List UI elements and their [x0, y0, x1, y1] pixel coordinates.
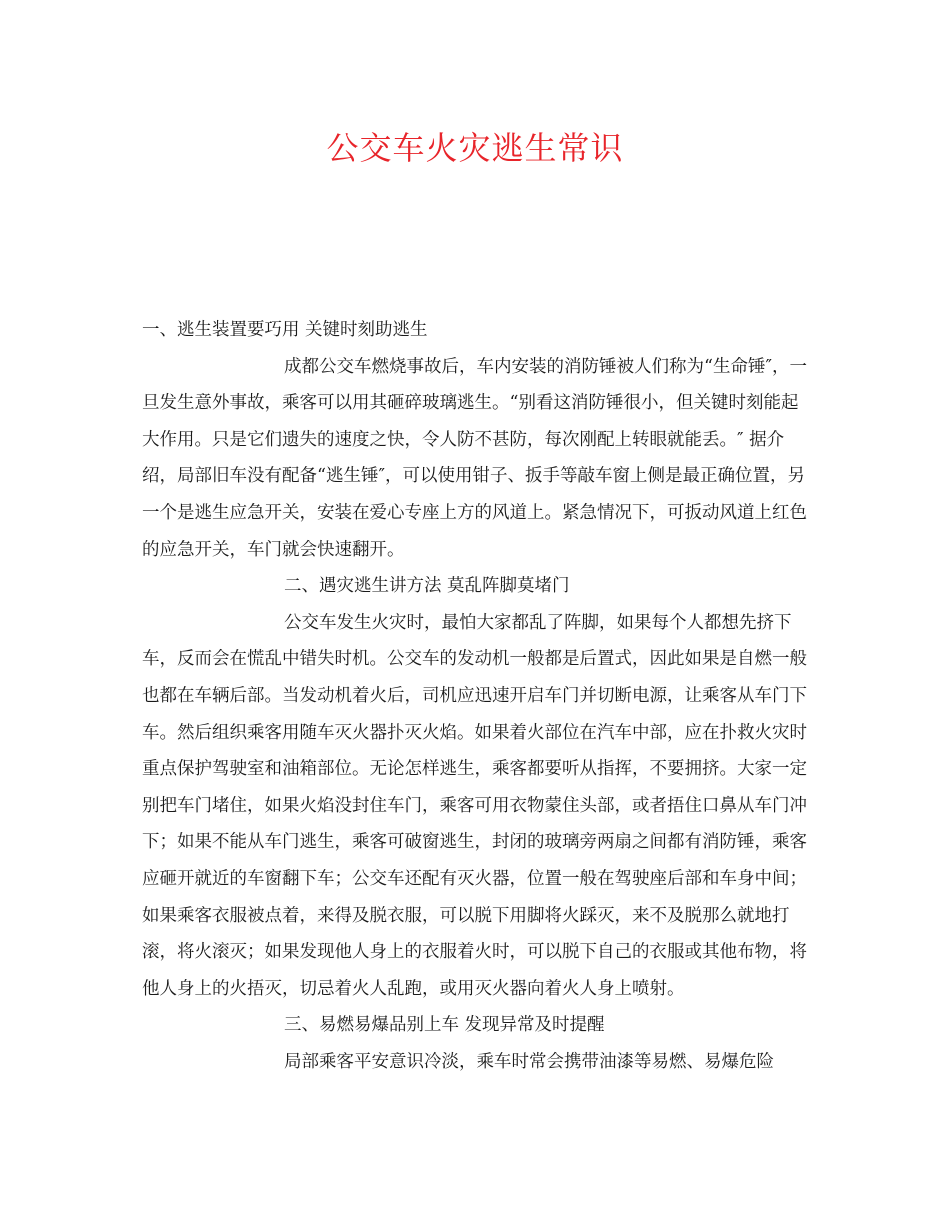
section-paragraph-1: 成都公交车燃烧事故后，车内安装的消防锤被人们称为“生命锤″，一旦发生意外事故，乘客可以用其砸碎玻璃逃生。“别看这消防锤很小，但关键时刻能起大作用。只是它们遗失的速度之快，令人防不甚防，每次刚配上转眼就能丢。″ 据介绍，局部旧车没有配备“逃生锤″，可以使用钳子、扳手等敲车窗上侧是最正确位置，另一个是逃生应急开关，安装在爱心专座上方的风道上。紧急情况下，可扳动风道上红色的应急开关，车门就会快速翻开。 — [142, 356, 807, 560]
document-title: 公交车火灾逃生常识 — [326, 129, 624, 167]
section-heading-2: 二、遇灾逃生讲方法 莫乱阵脚莫堵门 — [284, 576, 570, 597]
document-body — [142, 312, 810, 1080]
section-paragraph-3: 局部乘客平安意识冷淡，乘车时常会携带油漆等易燃、易爆危险 — [284, 1051, 774, 1072]
section-paragraph-2: 公交车发生火灾时，最怕大家都乱了阵脚，如果每个人都想先挤下车，反而会在慌乱中错失时机。公交车的发动机一般都是后置式，因此如果是自燃一般也都在车辆后部。当发动机着火后，司机应迅速开启车门并切断电源，让乘客从车门下车。然后组织乘客用随车灭火器扑灭火焰。如果着火部位在汽车中部，应在扑救火灾时重点保护驾驶室和油箱部位。无论怎样逃生，乘客都要听从指挥，不要拥挤。大家一定别把车门堵住，如果火焰没封住车门，乘客可用衣物蒙住头部，或者捂住口鼻从车门冲下；如果不能从车门逃生，乘客可破窗逃生，封闭的玻璃旁两扇之间都有消防锤，乘客应砸开就近的车窗翻下车；公交车还配有灭火器，位置一般在驾驶座后部和车身中间；如果乘客衣服被点着，来得及脱衣服，可以脱下用脚将火踩灭，来不及脱那么就地打滚，将火滚灭；如果发现他人身上的衣服着火时，可以脱下自己的衣服或其他布物，将他人身上的火捂灭，切忌着火人乱跑，或用灭火器向着火人身上喷射。 — [142, 612, 807, 999]
section-heading-1: 一、逃生装置要巧用 关键时刻助逃生 — [142, 320, 428, 340]
section-heading-3: 三、易燃易爆品别上车 发现异常及时提醒 — [284, 1015, 605, 1036]
